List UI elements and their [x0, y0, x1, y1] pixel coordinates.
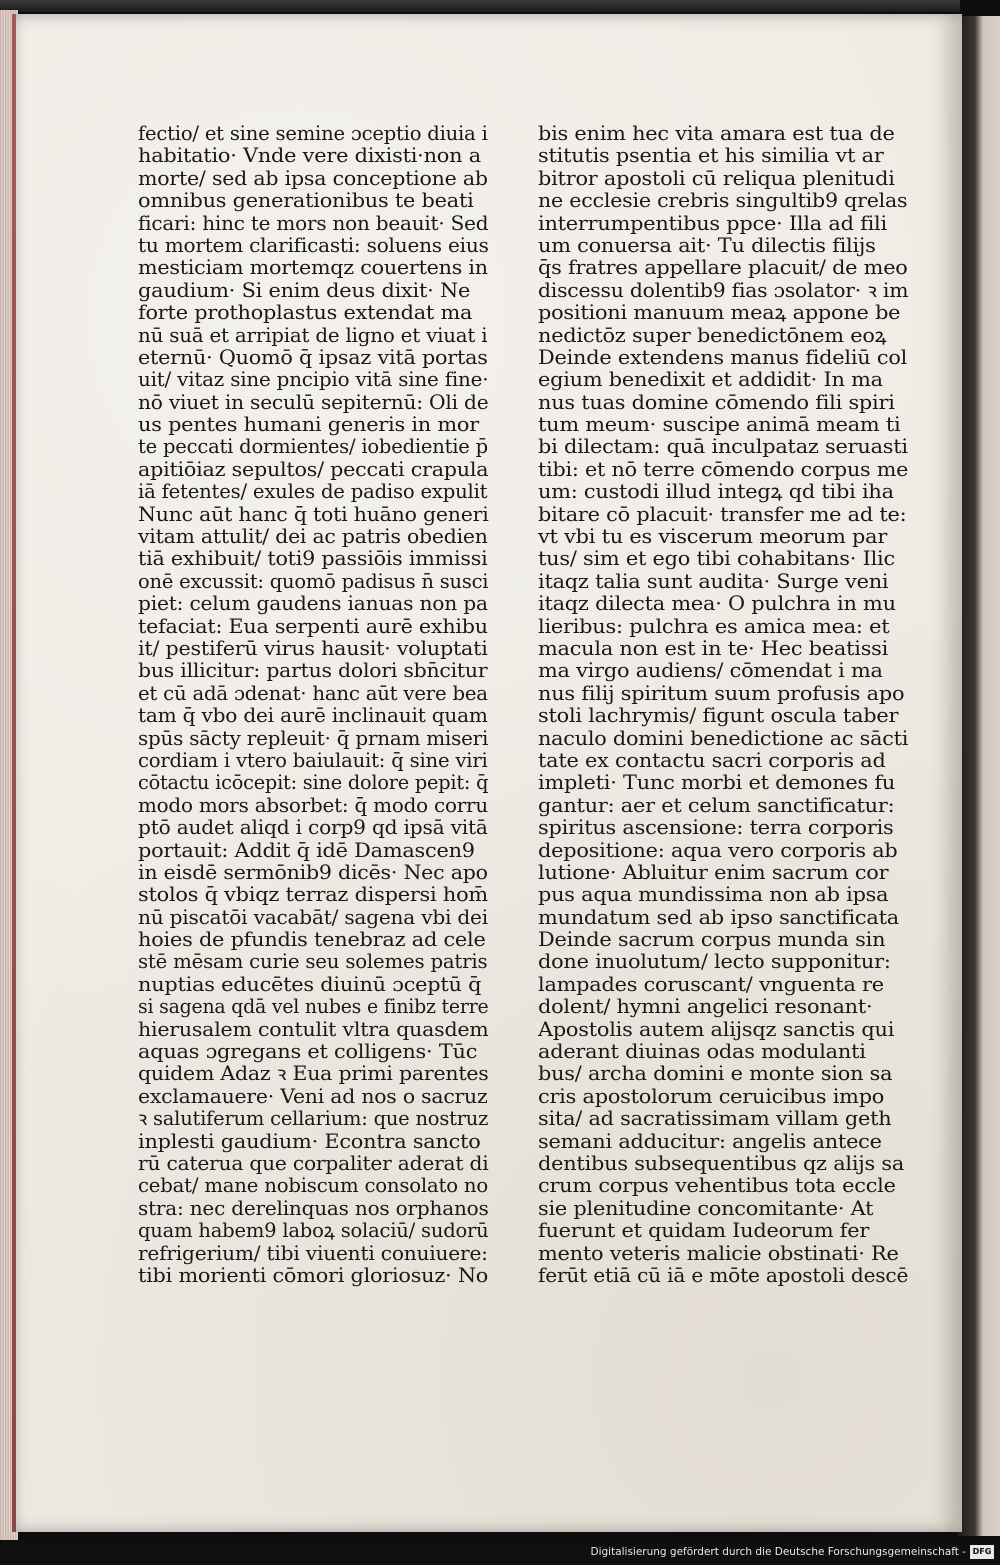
left-column-line: nō viuet in seculū sepiternū: Oli de: [138, 390, 489, 414]
right-column-line: mento veteris malicie obstinati· Re: [538, 1241, 899, 1265]
right-column-line: spiritus ascensione: terra corporis: [538, 816, 894, 840]
right-column-line: ferūt etiā cū iā e mōte apostoli descē: [538, 1263, 909, 1287]
right-column-line: tum meum· suscipe animā meam ti: [538, 413, 901, 437]
left-column-line: uit/ vitaz sine pncipio vitā sine fine·: [138, 368, 489, 392]
left-column-line: modo mors absorbet: q̄ modo corru: [138, 793, 488, 817]
right-column-line: fuerunt et quidam Iudeorum fer: [538, 1219, 870, 1243]
left-column-line: exclamauere· Veni ad nos o sacruz: [138, 1084, 488, 1108]
right-column-line: dentibus subsequentibus qz alijs sa: [538, 1151, 905, 1175]
right-column-line: lampades coruscant/ vnguenta re: [538, 972, 884, 996]
right-column-line: itaqz dilecta mea· O pulchra in mu: [538, 592, 896, 616]
right-column-line: Deinde extendens manus fideliū col: [538, 345, 908, 369]
right-column-line: vt vbi tu es viscerum meorum par: [538, 525, 888, 549]
right-column-line: bitare cō placuit· transfer me ad te:: [538, 502, 907, 526]
right-column-line: tibi: et nō terre cōmendo corpus me: [538, 457, 909, 481]
left-column-line: quam habem9 laboꝝ solaciū/ sudorū: [138, 1219, 489, 1243]
left-column-line: refrigerium/ tibi viuenti conuiuere:: [138, 1241, 488, 1265]
left-column-line: tu mortem clarificasti: soluens eius: [138, 233, 489, 257]
right-column-line: stoli lachrymis/ figunt oscula taber: [538, 704, 899, 728]
left-column-line: tiā exhibuit/ toti9 passiōis immissi: [138, 547, 488, 571]
left-column-line: piet: celum gaudens ianuas non pa: [138, 592, 488, 616]
right-column-line: dolent/ hymni angelici resonant·: [538, 995, 873, 1019]
left-column-line: hoies de pfundis tenebraz ad cele: [138, 928, 486, 952]
right-column-line: ma virgo audiens/ cōmendat i ma: [538, 659, 883, 683]
left-column-line: onē excussit: quomō padisus n̄ susci: [138, 569, 489, 593]
left-column-line: eternū· Quomō q̄ ipsaz vitā portas: [138, 345, 488, 369]
right-column-line: semani adducitur: angelis antece: [538, 1129, 882, 1153]
left-column-line: cordiam i vtero baiulauit: q̄ sine viri: [138, 748, 488, 772]
left-column-line: gaudium· Si enim deus dixit· Ne: [138, 278, 471, 302]
book-top-edge: [0, 0, 960, 12]
left-column-line: et cū adā ɔdenat· hanc aūt vere bea: [138, 681, 488, 705]
left-column-line: cebat/ mane nobiscum consolato no: [138, 1174, 488, 1198]
red-page-edge: [12, 14, 16, 1532]
right-column-line: egium benedixit et addidit· In ma: [538, 368, 883, 392]
right-column-line: discessu dolentib9 fias ɔsolator· ꝛ im: [538, 278, 909, 302]
left-column-line: te peccati dormientes/ iobedientie p̄: [138, 435, 488, 459]
left-column-line: aquas ɔgregans et colligens· Tūc: [138, 1040, 478, 1064]
right-column-line: gantur: aer et celum sanctificatur:: [538, 793, 895, 817]
right-column-line: um: custodi illud integꝝ qd tibi iha: [538, 480, 894, 504]
left-column-line: stē mēsam curie seu solemes patris: [138, 950, 488, 974]
left-column-line: in eisdē sermōnib9 dicēs· Nec apo: [138, 860, 488, 884]
left-column-line: tefaciat: Eua serpenti aurē exhibu: [138, 614, 488, 638]
left-column-line: stolos q̄ vbiqz terraz dispersi hom̄: [138, 883, 488, 907]
right-column-line: cris apostolorum ceruicibus impo: [538, 1084, 885, 1108]
right-column-line: sita/ ad sacratissimam villam geth: [538, 1107, 892, 1131]
left-column-line: nū piscatōi vacabāt/ sagena vbi dei: [138, 905, 488, 929]
footer-credit-text: Digitalisierung gefördert durch die Deutsche Forschungsgemeinschaft -: [590, 1546, 966, 1558]
left-column-line: apitiōiaz sepultos/ peccati crapula: [138, 457, 489, 481]
left-column-line: ptō audet aliqd i corp9 qd ipsā vitā: [138, 816, 488, 840]
left-column-line: inplesti gaudium· Econtra sancto: [138, 1129, 481, 1153]
left-column-line: hierusalem contulit vltra quasdem: [138, 1017, 489, 1041]
left-column-line: Nunc aūt hanc q̄ toti huāno generi: [138, 502, 489, 526]
right-column-line: macula non est in te· Hec beatissi: [538, 636, 889, 660]
right-column-line: q̄s fratres appellare placuit/ de meo: [538, 256, 908, 280]
right-column-line: tate ex contactu sacri corporis ad: [538, 748, 886, 772]
right-column-line: crum corpus vehentibus tota eccle: [538, 1174, 896, 1198]
right-column-line: tus/ sim et ego tibi cohabitans· Ilic: [538, 547, 895, 571]
right-column-line: nedictōz super benedictōnem eoꝝ: [538, 323, 887, 347]
left-column-line: fectio/ et sine semine ɔceptio diuia i: [138, 122, 488, 145]
right-column-line: depositione: aqua vero corporis ab: [538, 838, 898, 862]
right-column-line: nus filij spiritum suum profusis apo: [538, 681, 905, 705]
right-column-line: sie plenitudine concomitante· At: [538, 1196, 874, 1220]
left-column-line: cōtactu icōcepit: sine dolore pepit: q̄: [138, 771, 489, 795]
right-column-line: done inuolutum/ lecto supponitur:: [538, 950, 891, 974]
right-column-line: bus/ archa domini e monte sion sa: [538, 1062, 893, 1086]
left-column-line: vitam attulit/ dei ac patris obedien: [138, 525, 488, 549]
left-column-line: forte prothoplastus extendat ma: [138, 301, 473, 325]
right-column-line: ne ecclesie crebris singultib9 qrelas: [538, 189, 908, 213]
left-column-line: iā fetentes/ exules de padiso expulit: [138, 480, 488, 504]
left-column-line: stra: nec derelinquas nos orphanos: [138, 1196, 489, 1220]
left-column-line: quidem Adaz ꝛ Eua primi parentes: [138, 1062, 489, 1086]
right-column-line: bitror apostoli cū reliqua plenitudi: [538, 166, 895, 190]
right-column-line: stitutis psentia et his similia vt ar: [538, 144, 884, 168]
left-column-line: morte/ sed ab ipsa conceptione ab: [138, 166, 488, 190]
right-column-line: lutione· Abluitur enim sacrum cor: [538, 860, 889, 884]
right-column-line: impleti· Tunc morbi et demones fu: [538, 771, 896, 795]
right-column-line: Deinde sacrum corpus munda sin: [538, 928, 886, 952]
left-column-line: tibi morienti cōmori gloriosuz· No: [138, 1263, 489, 1287]
left-text-column: [138, 123, 488, 1287]
right-column-line: bis enim hec vita amara est tua de: [538, 122, 895, 145]
left-column-line: bus illicitur: partus dolori sbn̄citur: [138, 659, 488, 683]
left-column-line: portauit: Addit q̄ idē Damascen9: [138, 838, 475, 862]
left-column-line: us pentes humani generis in mor: [138, 413, 480, 437]
right-column-line: itaqz talia sunt audita· Surge veni: [538, 569, 889, 593]
right-text-column: [538, 123, 908, 1287]
left-column-line: si sagena qdā vel nubes e finibz terre: [138, 995, 489, 1019]
right-column-line: naculo domini benedictione ac sācti: [538, 726, 909, 750]
book-gutter: [958, 16, 1000, 1536]
right-column-line: mundatum sed ab ipso sanctificata: [538, 905, 899, 929]
right-column-line: lieribus: pulchra es amica mea: et: [538, 614, 890, 638]
left-column-line: it/ pestiferū virus hausit· voluptati: [138, 636, 488, 660]
left-column-line: nū suā et arripiat de ligno et viuat i: [138, 323, 488, 347]
right-column-line: bi dilectam: quā inculpataz seruasti: [538, 435, 908, 459]
right-column-line: um conuersa ait· Tu dilectis filijs: [538, 233, 876, 257]
left-column-line: rū caterua que corpaliter aderat di: [138, 1151, 489, 1175]
left-column-line: spūs sācty repleuit· q̄ prnam miseri: [138, 726, 489, 750]
left-column-line: nuptias educētes diuinū ɔceptū q̄: [138, 972, 482, 996]
right-column-line: Apostolis autem alijsqz sanctis qui: [538, 1017, 895, 1041]
left-column-line: ficari: hinc te mors non beauit· Sed: [138, 211, 489, 235]
right-column-line: positioni manuum meaꝝ appone be: [538, 301, 901, 325]
right-column-line: nus tuas domine cōmendo fili spiri: [538, 390, 895, 414]
left-column-line: mesticiam mortemqz couertens in: [138, 256, 488, 280]
dfg-logo: DFG: [970, 1545, 994, 1559]
left-column-line: omnibus generationibus te beati: [138, 189, 474, 213]
right-column-line: interrumpentibus ppce· Illa ad fili: [538, 211, 887, 235]
right-column-line: aderant diuinas odas modulanti: [538, 1040, 866, 1064]
left-column-line: habitatio· Vnde vere dixisti·non a: [138, 144, 481, 168]
left-column-line: ꝛ salutiferum cellarium: que nostruz: [138, 1107, 489, 1131]
left-column-line: tam q̄ vbo dei aurē inclinauit quam: [138, 704, 488, 728]
digitization-footer: [0, 1540, 1000, 1565]
right-column-line: pus aqua mundissima non ab ipsa: [538, 883, 889, 907]
